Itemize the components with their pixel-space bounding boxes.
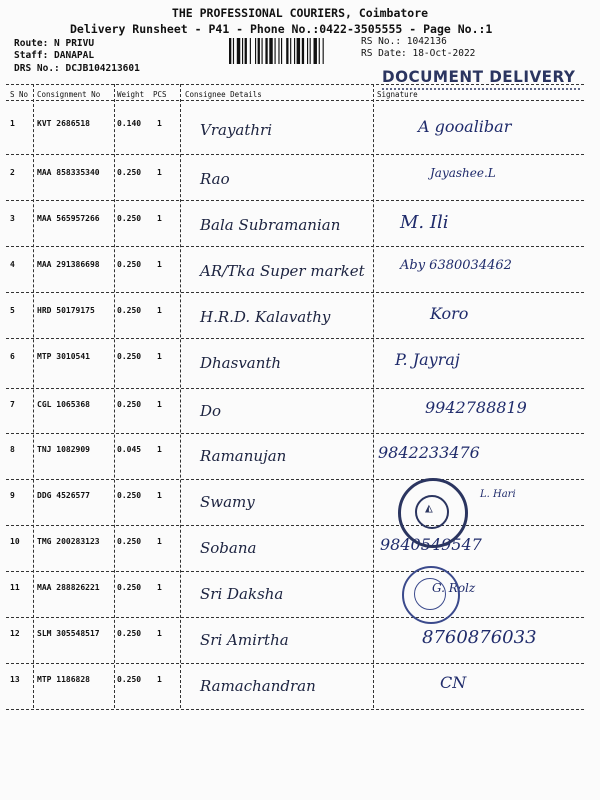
row-consignee-name: Sri Amirtha (200, 631, 289, 649)
row-signature: Koro (430, 304, 469, 323)
row-consignment-no: MTP 1186828 (37, 675, 90, 684)
company-seal (398, 478, 468, 548)
row-sno: 10 (10, 537, 20, 546)
row-sno: 9 (10, 491, 15, 500)
row-consignment-no: MAA 288826221 (37, 583, 100, 592)
row-sno: 1 (10, 119, 15, 128)
drs-number: DRS No.: DCJB104213601 (14, 63, 140, 74)
row-signature: Aby 6380034462 (400, 258, 512, 273)
row-pcs: 1 (157, 168, 162, 177)
column-divider (33, 84, 34, 708)
document-delivery-stamp: DOCUMENT DELIVERY (382, 67, 576, 86)
col-header-consignee: Consignee Details (185, 90, 262, 99)
row-consignee-name: Swamy (200, 493, 255, 511)
col-header-pcs: PCS (153, 90, 167, 99)
column-divider (180, 84, 181, 708)
row-pcs: 1 (157, 675, 162, 684)
rs-number: RS No.: 1042136 (361, 36, 447, 47)
row-consignment-no: TNJ 1082909 (37, 445, 90, 454)
row-consignment-no: MAA 291386698 (37, 260, 100, 269)
row-weight: 0.250 (117, 400, 142, 409)
row-consignment-no: HRD 50179175 (37, 306, 95, 315)
column-divider (114, 84, 115, 708)
row-signature: 9842233476 (378, 443, 480, 462)
row-separator (6, 338, 584, 339)
row-consignee-name: Bala Subramanian (200, 216, 341, 234)
column-divider (373, 84, 374, 708)
row-signature: CN (440, 673, 467, 692)
row-pcs: 1 (157, 119, 162, 128)
row-consignment-no: SLM 305548517 (37, 629, 100, 638)
row-weight: 0.140 (117, 119, 142, 128)
row-consignment-no: MAA 565957266 (37, 214, 100, 223)
row-separator (6, 292, 584, 293)
row-pcs: 1 (157, 306, 162, 315)
company-title: THE PROFESSIONAL COURIERS, Coimbatore (171, 6, 429, 20)
row-separator (6, 617, 584, 618)
row-weight: 0.250 (117, 306, 142, 315)
row-separator (6, 154, 584, 155)
row-sno: 8 (10, 445, 15, 454)
row-weight: 0.250 (117, 214, 142, 223)
row-pcs: 1 (157, 629, 162, 638)
rs-date: RS Date: 18-Oct-2022 (361, 48, 476, 59)
col-header-consignment: Consignment No (37, 90, 101, 99)
row-consignee-name: Do (200, 402, 222, 420)
row-pcs: 1 (157, 537, 162, 546)
row-signature: 9942788819 (425, 398, 527, 417)
row-signature: P. Jayraj (395, 350, 460, 369)
staff-label: Staff: DANAPAL (14, 50, 95, 61)
seal-emblem-icon: ◭ (425, 501, 433, 516)
row-sno: 12 (10, 629, 20, 638)
barcode-image (229, 38, 353, 64)
row-weight: 0.250 (117, 260, 142, 269)
row-signature: A gooalibar (418, 117, 512, 136)
row-weight: 0.250 (117, 168, 142, 177)
table-header-border (6, 100, 584, 101)
row-signature: G. Rolz (432, 581, 476, 595)
row-signature: L. Hari (480, 489, 516, 500)
table-top-border (6, 84, 584, 85)
row-separator (6, 388, 584, 389)
row-weight: 0.250 (117, 583, 142, 592)
col-header-weight: Weight (117, 90, 145, 99)
consignee-seal (402, 566, 460, 624)
row-consignment-no: DDG 4526577 (37, 491, 90, 500)
row-signature: M. Ili (400, 212, 449, 233)
row-sno: 2 (10, 168, 15, 177)
row-pcs: 1 (157, 445, 162, 454)
row-consignee-name: AR/Tka Super market (200, 262, 365, 280)
row-separator (6, 709, 584, 710)
row-sno: 6 (10, 352, 15, 361)
row-consignment-no: CGL 1065368 (37, 400, 90, 409)
row-signature: 9840549547 (380, 535, 482, 554)
row-pcs: 1 (157, 583, 162, 592)
runsheet-title: Delivery Runsheet - P41 - Phone No.:0422-3505555 - Page No.:1 (70, 22, 493, 36)
row-consignee-name: Sri Daksha (200, 585, 284, 603)
row-pcs: 1 (157, 214, 162, 223)
row-sno: 3 (10, 214, 15, 223)
row-sno: 5 (10, 306, 15, 315)
row-consignee-name: Sobana (200, 539, 257, 557)
row-pcs: 1 (157, 491, 162, 500)
row-separator (6, 479, 584, 480)
row-weight: 0.250 (117, 491, 142, 500)
row-consignment-no: MAA 858335340 (37, 168, 100, 177)
row-consignee-name: Ramachandran (200, 677, 316, 695)
col-header-signature: Signature (377, 90, 418, 99)
row-pcs: 1 (157, 260, 162, 269)
row-consignment-no: KVT 2686518 (37, 119, 90, 128)
row-pcs: 1 (157, 400, 162, 409)
row-sno: 11 (10, 583, 20, 592)
row-consignee-name: H.R.D. Kalavathy (200, 308, 331, 326)
row-sno: 4 (10, 260, 15, 269)
row-separator (6, 200, 584, 201)
row-separator (6, 571, 584, 572)
row-separator (6, 246, 584, 247)
row-weight: 0.250 (117, 629, 142, 638)
row-consignee-name: Rao (200, 170, 230, 188)
route-label: Route: N PRIVU (14, 38, 95, 49)
row-signature: 8760876033 (422, 627, 537, 648)
row-consignment-no: TMG 200283123 (37, 537, 100, 546)
row-consignee-name: Ramanujan (200, 447, 287, 465)
row-consignee-name: Vrayathri (200, 121, 273, 139)
row-consignee-name: Dhasvanth (200, 354, 282, 372)
col-header-sno: S No (10, 90, 29, 99)
row-weight: 0.250 (117, 675, 142, 684)
row-separator (6, 663, 584, 664)
row-separator (6, 433, 584, 434)
row-sno: 7 (10, 400, 15, 409)
row-weight: 0.250 (117, 537, 142, 546)
row-sno: 13 (10, 675, 20, 684)
row-weight: 0.045 (117, 445, 142, 454)
row-signature: Jayashee.L (430, 166, 496, 180)
row-pcs: 1 (157, 352, 162, 361)
row-weight: 0.250 (117, 352, 142, 361)
row-consignment-no: MTP 3010541 (37, 352, 90, 361)
row-separator (6, 525, 584, 526)
seal-inner-ring (414, 578, 446, 610)
